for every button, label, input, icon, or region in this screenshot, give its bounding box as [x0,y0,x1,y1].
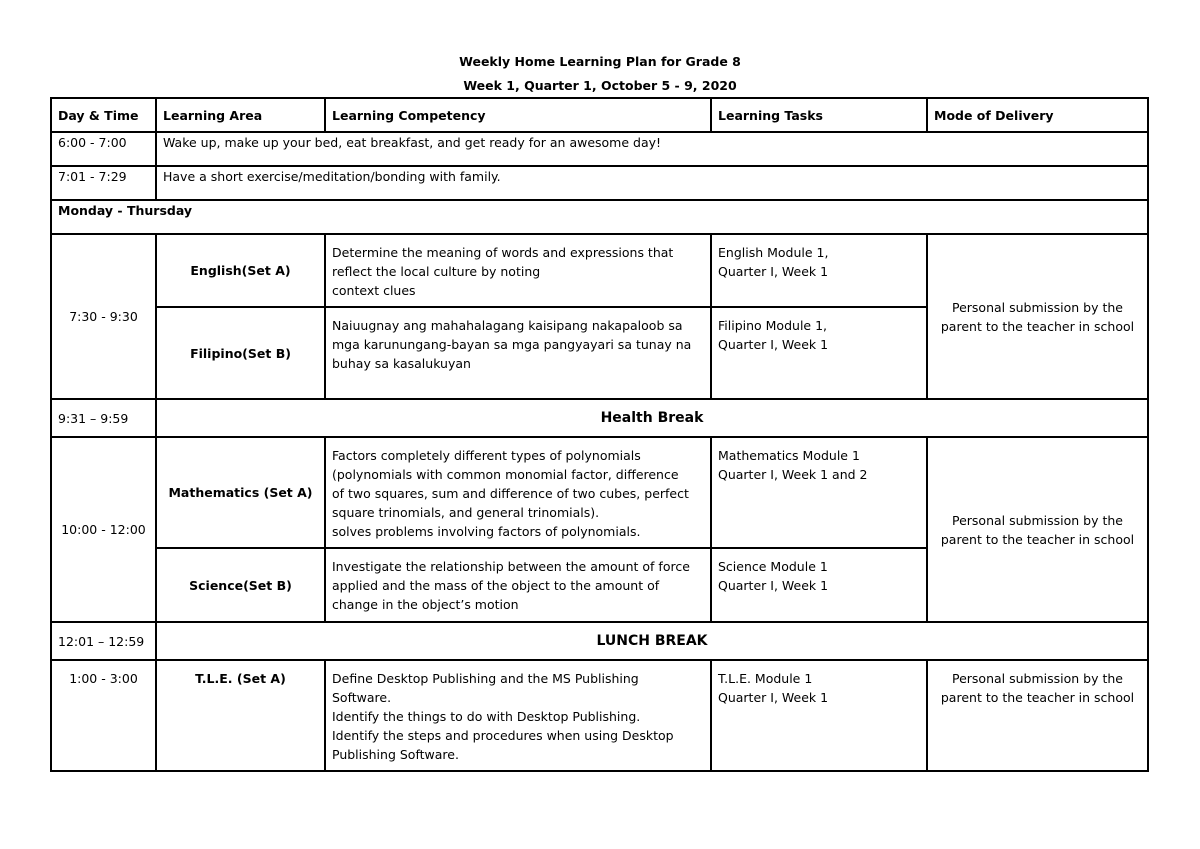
tle-competency [325,660,711,771]
competency-line: (polynomials with common monomial factor, difference [332,467,679,482]
header-mode-of-delivery: Mode of Delivery [927,98,1148,132]
lunch-break-label: LUNCH BREAK [156,622,1148,660]
document-subtitle: Week 1, Quarter 1, October 5 - 9, 2020 [463,78,737,93]
competency-line: solves problems involving factors of polynomials. [332,524,641,539]
header-learning-competency: Learning Competency [325,98,711,132]
english-competency [325,234,711,307]
routine-time: 6:00 - 7:00 [51,132,156,166]
competency-line: Software. [332,690,392,705]
task-line: Quarter I, Week 1 [718,264,829,279]
table-row [51,437,1148,548]
filipino-area: Filipino(Set B) [156,307,325,399]
tle-tasks [711,660,927,771]
block2-time: 10:00 - 12:00 [51,437,156,622]
block1-time: 7:30 - 9:30 [51,234,156,399]
header-learning-area: Learning Area [156,98,325,132]
task-line: English Module 1, [718,245,829,260]
tle-area: T.L.E. (Set A) [156,660,325,771]
header-learning-tasks: Learning Tasks [711,98,927,132]
science-tasks [711,548,927,622]
competency-line: Naiuugnay ang mahahalagang kaisipang nakapaloob sa [332,318,683,333]
competency-line: context clues [332,283,416,298]
task-line: Mathematics Module 1 [718,448,860,463]
lunch-break-time: 12:01 – 12:59 [51,622,156,660]
task-line: Filipino Module 1, [718,318,828,333]
header-day-time: Day & Time [51,98,156,132]
block2-delivery: Personal submission by the parent to the teacher in school [927,437,1148,622]
task-line: Quarter I, Week 1 and 2 [718,467,868,482]
english-tasks [711,234,927,307]
filipino-competency [325,307,711,399]
table-header-row [51,98,1148,132]
task-line: Quarter I, Week 1 [718,690,829,705]
competency-line: change in the object’s motion [332,597,519,612]
competency-line: Investigate the relationship between the amount of force [332,559,690,574]
competency-line: Determine the meaning of words and expressions that [332,245,674,260]
competency-line: reflect the local culture by noting [332,264,541,279]
competency-line: buhay sa kasalukuyan [332,356,471,371]
math-area: Mathematics (Set A) [156,437,325,548]
task-line: Science Module 1 [718,559,828,574]
competency-line: Publishing Software. [332,747,459,762]
math-tasks [711,437,927,548]
routine-activity: Have a short exercise/meditation/bonding with family. [156,166,1148,200]
table-row [51,200,1148,234]
block1-delivery: Personal submission by the parent to the teacher in school [927,234,1148,399]
learning-plan-table [50,97,1149,772]
competency-line: of two squares, sum and difference of two cubes, perfect [332,486,689,501]
table-row [51,166,1148,200]
competency-line: Factors completely different types of polynomials [332,448,641,463]
table-row [51,132,1148,166]
health-break-time: 9:31 – 9:59 [51,399,156,437]
table-row [51,622,1148,660]
task-line: Quarter I, Week 1 [718,578,829,593]
task-line: Quarter I, Week 1 [718,337,829,352]
routine-time: 7:01 - 7:29 [51,166,156,200]
competency-line: Identify the things to do with Desktop Publishing. [332,709,641,724]
english-area: English(Set A) [156,234,325,307]
block3-delivery: Personal submission by the parent to the teacher in school [927,660,1148,771]
filipino-tasks [711,307,927,399]
competency-line: Identify the steps and procedures when using Desktop [332,728,674,743]
science-competency [325,548,711,622]
block3-time: 1:00 - 3:00 [51,660,156,771]
math-competency [325,437,711,548]
table-row [51,660,1148,771]
task-line: T.L.E. Module 1 [718,671,813,686]
competency-line: mga karunungang-bayan sa mga pangyayari sa tunay na [332,337,692,352]
routine-activity: Wake up, make up your bed, eat breakfast, and get ready for an awesome day! [156,132,1148,166]
table-row [51,234,1148,307]
table-row [51,399,1148,437]
competency-line: square trinomials, and general trinomials). [332,505,600,520]
competency-line: Define Desktop Publishing and the MS Publishing [332,671,639,686]
days-label: Monday - Thursday [51,200,1148,234]
science-area: Science(Set B) [156,548,325,622]
competency-line: applied and the mass of the object to the amount of [332,578,660,593]
health-break-label: Health Break [156,399,1148,437]
document-title: Weekly Home Learning Plan for Grade 8 [459,54,741,69]
